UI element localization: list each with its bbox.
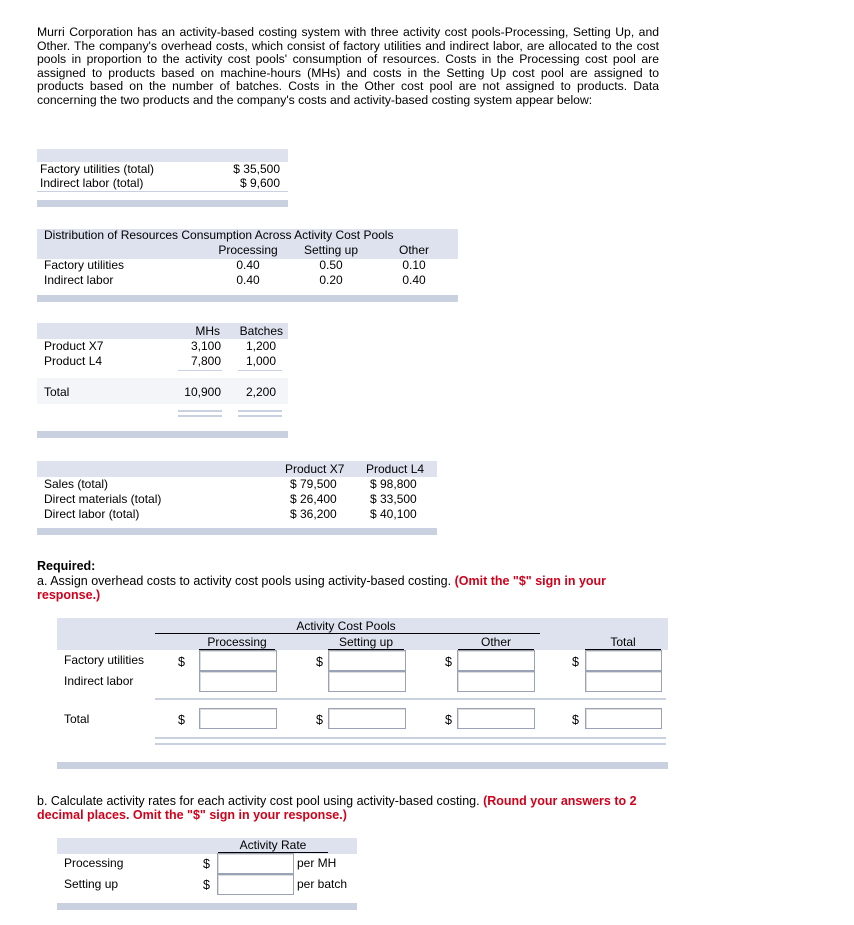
total-processing-input[interactable]: [199, 708, 277, 729]
total-double-line: [238, 410, 282, 412]
subtotal-line: [178, 370, 222, 371]
row-label: Direct labor (total): [44, 507, 140, 521]
cell: $ 33,500: [370, 492, 417, 506]
factory-utilities-setting-up-input[interactable]: [328, 650, 406, 671]
column-header: Batches: [239, 324, 283, 338]
factory-utilities-processing-input[interactable]: [199, 650, 277, 671]
grid-footer-band: [57, 762, 668, 769]
column-header: Product X7: [285, 462, 345, 476]
required-heading: Required:: [37, 559, 96, 573]
total-double-line: [155, 743, 666, 745]
subtotal-line: [155, 698, 666, 700]
currency-sign: $: [178, 655, 185, 669]
table-footer-band: [37, 200, 288, 207]
question-a: [37, 574, 667, 602]
table-footer-band: [37, 431, 288, 438]
column-header: Setting up: [338, 635, 394, 649]
column-header: Total: [610, 635, 636, 649]
column-header: MHs: [195, 324, 220, 338]
row-label: Processing: [64, 856, 124, 870]
column-header: Processing: [218, 243, 278, 257]
cell: $ 98,800: [370, 477, 417, 491]
question-b-text: b. Calculate activity rates for each activity cost pool using activity-based costing.: [37, 794, 480, 808]
group-header: Activity Cost Pools: [296, 619, 396, 633]
unit-label: per MH: [297, 856, 337, 870]
currency-sign: $: [445, 655, 452, 669]
currency-sign: $: [316, 655, 323, 669]
table-footer-band: [37, 528, 437, 535]
overhead-value: $ 35,500: [233, 162, 280, 176]
indirect-labor-other-input[interactable]: [457, 671, 535, 692]
distribution-title: Distribution of Resources Consumption Across Activity Cost Pools: [44, 228, 394, 242]
currency-sign: $: [445, 713, 452, 727]
column-header: Setting up: [303, 243, 359, 257]
total-double-line: [178, 415, 222, 417]
unit-label: per batch: [297, 877, 348, 891]
cell: 1,000: [245, 354, 276, 368]
cell: 0.40: [236, 258, 260, 272]
cell: $ 26,400: [290, 492, 337, 506]
total-setting-up-input[interactable]: [328, 708, 406, 729]
currency-sign: $: [572, 713, 579, 727]
row-label: Factory utilities: [44, 258, 125, 272]
currency-sign: $: [203, 878, 210, 892]
subtotal-line: [238, 370, 282, 371]
processing-rate-input[interactable]: [217, 853, 294, 874]
cell: 0.50: [319, 258, 343, 272]
indirect-labor-total-input[interactable]: [585, 671, 662, 692]
grid-footer-band: [57, 903, 357, 910]
cell: 7,800: [190, 354, 221, 368]
currency-sign: $: [572, 655, 579, 669]
factory-utilities-other-input[interactable]: [457, 650, 535, 671]
cell: $ 40,100: [370, 507, 417, 521]
question-a-text: a. Assign overhead costs to activity cost pools using activity-based costing.: [37, 574, 452, 588]
row-label: Sales (total): [44, 477, 109, 491]
setting-up-rate-input[interactable]: [217, 874, 294, 895]
cell: 0.10: [402, 258, 426, 272]
indirect-labor-processing-input[interactable]: [199, 671, 277, 692]
column-header: Product L4: [366, 462, 425, 476]
indirect-labor-setting-up-input[interactable]: [328, 671, 406, 692]
cell: 0.20: [319, 273, 343, 287]
row-label: Setting up: [64, 877, 119, 891]
cell: $ 79,500: [290, 477, 337, 491]
row-label: Product X7: [44, 339, 104, 353]
total-cell: 10,900: [184, 385, 221, 399]
row-label: Product L4: [44, 354, 103, 368]
total-label: Total: [44, 385, 70, 399]
row-label: Indirect labor: [44, 273, 114, 287]
cell: 1,200: [245, 339, 276, 353]
total-cell: 2,200: [245, 385, 276, 399]
divider: [37, 191, 288, 192]
currency-sign: $: [203, 857, 210, 871]
total-other-input[interactable]: [457, 708, 535, 729]
cell: 3,100: [190, 339, 221, 353]
cell: 0.40: [236, 273, 260, 287]
total-total-input[interactable]: [585, 708, 662, 729]
total-label: Total: [64, 712, 90, 726]
cell: 0.40: [402, 273, 426, 287]
total-double-line: [238, 415, 282, 417]
overhead-value: $ 9,600: [239, 176, 280, 190]
row-label: Direct materials (total): [44, 492, 162, 506]
total-double-line: [155, 737, 666, 739]
total-double-line: [178, 410, 222, 412]
table-header-band: [37, 149, 288, 162]
currency-sign: $: [178, 713, 185, 727]
cell: $ 36,200: [290, 507, 337, 521]
factory-utilities-total-input[interactable]: [585, 650, 662, 671]
overhead-label: Indirect labor (total): [40, 176, 144, 190]
question-a-note: (Omit the "$" sign in your response.): [37, 574, 607, 602]
column-header: Activity Rate: [239, 838, 307, 852]
problem-intro: Murri Corporation has an activity-based costing system with three activity cost pools-Processing, Setting Up, and Other. The company's overhead costs, which consist of factory utilities and indirect labor, are allocated to the cost pools in proportion to the activity cost pools' consumption of resources. Costs in the Processing cost pool are assigned to products based on machine-hours (MHs) and costs in the Setting Up cost pool are assigned to products based on the number of batches. Costs in the Other cost pool are not assigned to products. Data concerning the two products and the company's costs and activity-based costing system appear below:: [37, 25, 659, 107]
question-b-note: (Round your answers to 2 decimal places. Omit the "$" sign in your response.): [37, 794, 637, 822]
table-footer-band: [37, 295, 458, 302]
column-header: Other: [480, 635, 511, 649]
currency-sign: $: [316, 713, 323, 727]
column-header: Other: [398, 243, 429, 257]
overhead-label: Factory utilities (total): [40, 162, 155, 176]
column-header: Processing: [207, 635, 267, 649]
row-label: Indirect labor: [64, 674, 134, 688]
question-b: [37, 794, 667, 822]
row-label: Factory utilities: [64, 653, 145, 667]
header-rule: [155, 633, 540, 634]
